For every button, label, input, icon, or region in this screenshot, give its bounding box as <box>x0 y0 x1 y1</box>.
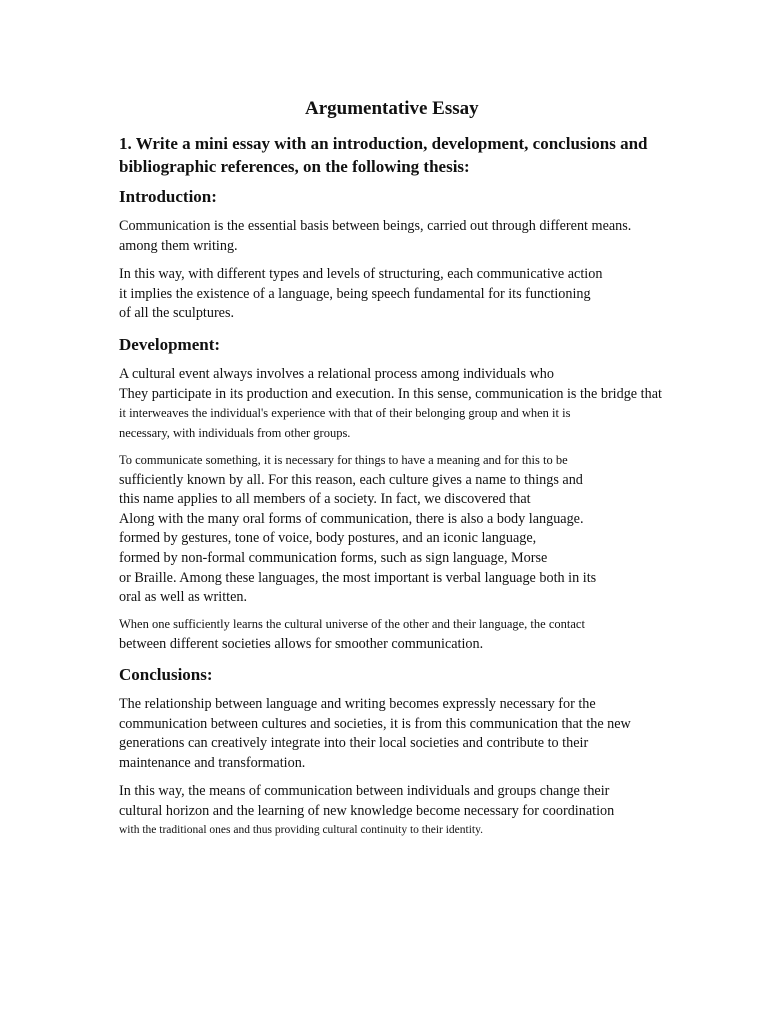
text-line: The relationship between language and writing becomes expressly necessary for the <box>119 696 596 712</box>
introduction-paragraph-1 <box>119 217 719 256</box>
text-line: sufficiently known by all. For this reason, each culture gives a name to things and <box>119 471 583 488</box>
text-line: this name applies to all members of a society. In fact, we discovered that <box>119 491 531 508</box>
heading-conclusions: Conclusions: <box>119 665 213 684</box>
text-line: Along with the many oral forms of communication, there is also a body language. <box>119 510 584 527</box>
text-line: it interweaves the individual's experience with that of their belonging group and when it is <box>119 406 571 421</box>
text-line: of all the sculptures. <box>119 305 235 322</box>
development-paragraph-3 <box>119 615 719 654</box>
text-line: with the traditional ones and thus providing cultural continuity to their identity. <box>119 824 483 837</box>
text-line: maintenance and transformation. <box>119 754 306 771</box>
text-line: formed by gestures, tone of voice, body postures, and an iconic language, <box>119 530 537 547</box>
text-line: between different societies allows for smoother communication. <box>119 635 484 652</box>
text-line: oral as well as written. <box>119 589 248 606</box>
text-line: necessary, with individuals from other groups. <box>119 425 351 440</box>
text-line: In this way, with different types and levels of structuring, each communicative action <box>119 266 603 282</box>
text-line: Communication is the essential basis between beings, carried out through different means. <box>119 218 632 234</box>
development-paragraph-2 <box>119 451 719 608</box>
text-line: In this way, the means of communication between individuals and groups change their <box>119 783 610 799</box>
conclusions-paragraph-2 <box>119 782 719 841</box>
text-line: among them writing. <box>119 237 238 254</box>
conclusions-paragraph-1 <box>119 695 719 773</box>
text-line: A cultural event always involves a relational process among individuals who <box>119 366 554 382</box>
development-paragraph-1 <box>119 365 719 443</box>
text-line: They participate in its production and execution. In this sense, communication is the bridge that <box>119 385 662 402</box>
document-title: Argumentative Essay <box>305 98 479 119</box>
assignment-line: bibliographic references, on the following thesis: <box>119 157 470 176</box>
heading-introduction: Introduction: <box>119 187 217 206</box>
text-line: formed by non-formal communication forms, such as sign language, Morse <box>119 549 548 566</box>
text-line: or Braille. Among these languages, the most important is verbal language both in its <box>119 569 597 586</box>
assignment-prompt <box>119 132 719 178</box>
heading-development: Development: <box>119 335 221 354</box>
text-line: generations can creatively integrate into their local societies and contribute to their <box>119 735 589 752</box>
text-line: To communicate something, it is necessary for things to have a meaning and for this to be <box>119 453 568 467</box>
introduction-paragraph-2 <box>119 265 719 324</box>
text-line: When one sufficiently learns the cultural universe of the other and their language, the contact <box>119 617 585 631</box>
text-line: communication between cultures and societies, it is from this communication that the new <box>119 715 631 732</box>
text-line: cultural horizon and the learning of new knowledge become necessary for coordination <box>119 802 615 819</box>
text-line: it implies the existence of a language, being speech fundamental for its functioning <box>119 285 591 302</box>
assignment-line: 1. Write a mini essay with an introduction, development, conclusions and <box>119 134 648 153</box>
